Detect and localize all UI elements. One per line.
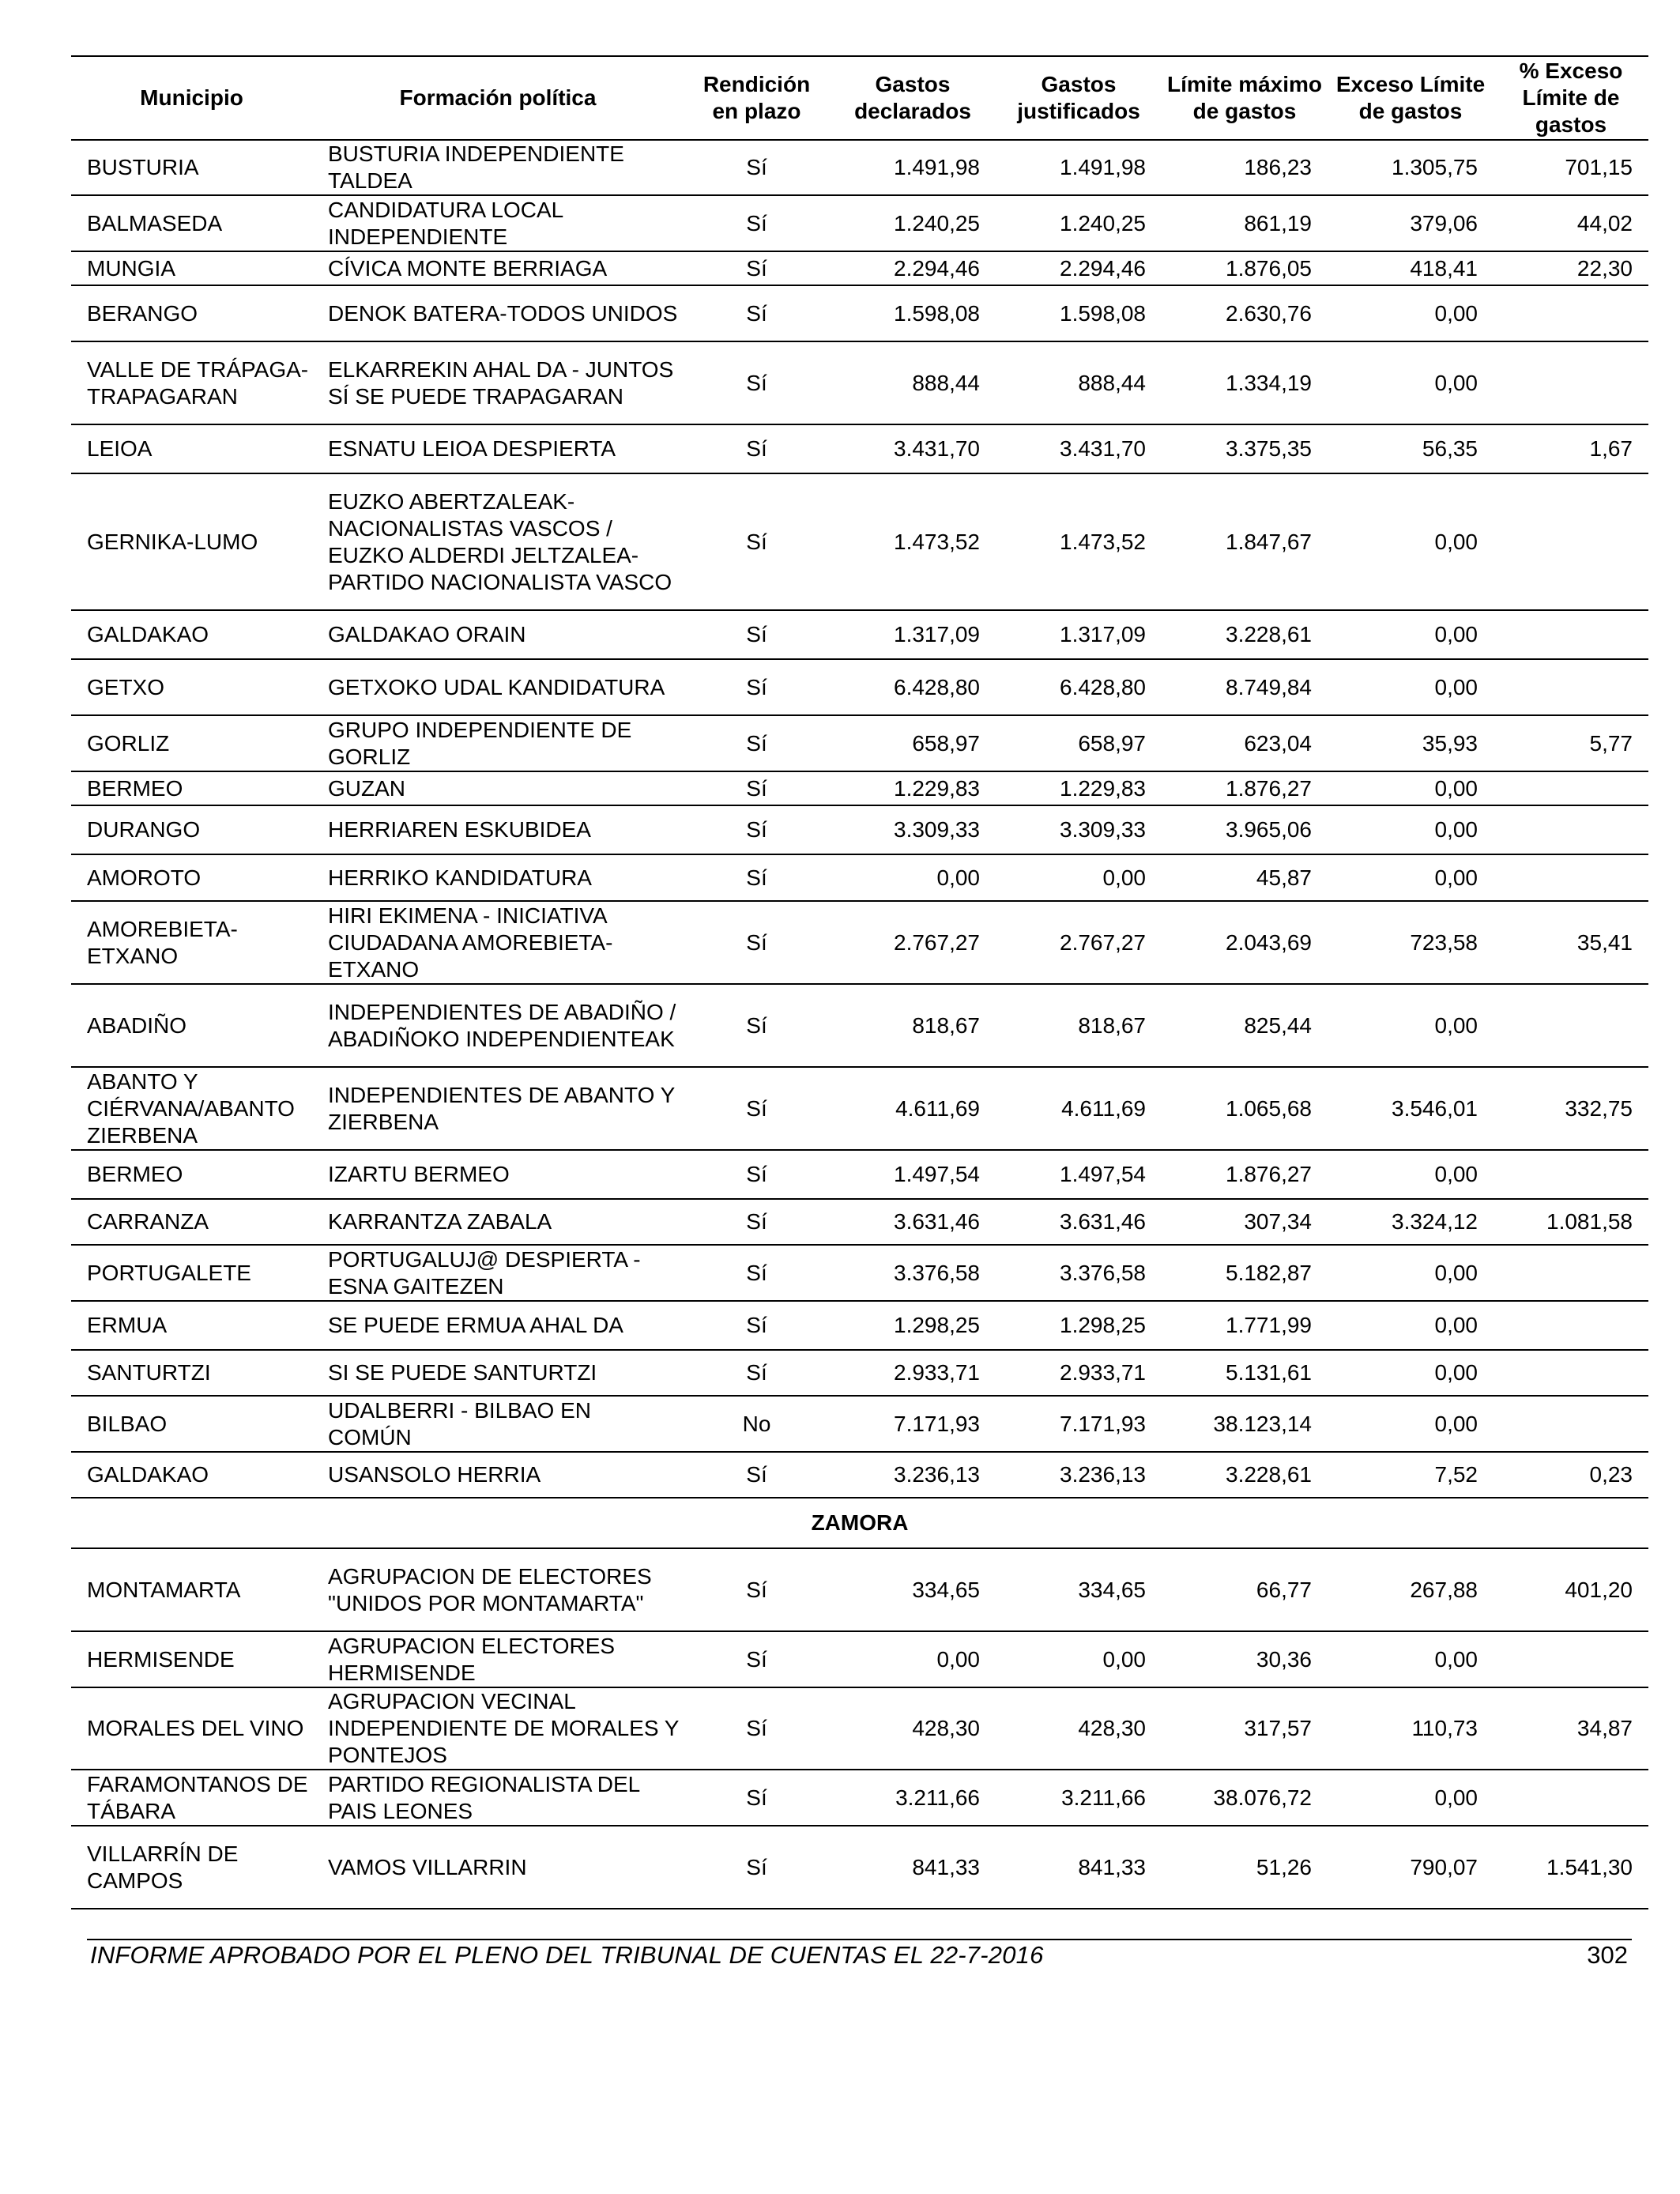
cell-gastos-declarados: 3.431,70: [830, 424, 996, 473]
footer-text: INFORME APROBADO POR EL PLENO DEL TRIBUNAL DE CUENTAS EL 22-7-2016: [90, 1941, 1044, 1969]
cell-gastos-declarados: 1.473,52: [830, 473, 996, 610]
cell-municipio: HERMISENDE: [71, 1631, 312, 1687]
cell-gastos-declarados: 1.229,83: [830, 771, 996, 805]
table-row: [71, 659, 1648, 715]
cell-formacion: DENOK BATERA-TODOS UNIDOS: [312, 285, 684, 341]
cell-exceso: 0,00: [1328, 984, 1494, 1067]
cell-municipio: GALDAKAO: [71, 610, 312, 659]
cell-pct-exceso: [1494, 341, 1648, 424]
cell-gastos-declarados: 1.298,25: [830, 1301, 996, 1350]
table-row: [71, 1301, 1648, 1350]
cell-municipio: GORLIZ: [71, 715, 312, 771]
cell-exceso: 0,00: [1328, 341, 1494, 424]
cell-gastos-declarados: 428,30: [830, 1687, 996, 1770]
cell-exceso: 0,00: [1328, 1396, 1494, 1452]
table-row: [71, 285, 1648, 341]
cell-rendicion: Sí: [684, 1826, 830, 1909]
cell-pct-exceso: 1,67: [1494, 424, 1648, 473]
cell-exceso: 0,00: [1328, 1245, 1494, 1301]
cell-limite: 3.965,06: [1162, 805, 1328, 854]
section-title: ZAMORA: [71, 1498, 1648, 1548]
table-row: [71, 984, 1648, 1067]
cell-pct-exceso: [1494, 1150, 1648, 1199]
cell-gastos-justificados: 2.767,27: [996, 901, 1162, 984]
cell-exceso: 3.324,12: [1328, 1199, 1494, 1245]
cell-rendicion: Sí: [684, 424, 830, 473]
table-row: [71, 1548, 1648, 1631]
cell-exceso: 0,00: [1328, 854, 1494, 901]
cell-limite: 5.131,61: [1162, 1350, 1328, 1396]
cell-rendicion: Sí: [684, 1199, 830, 1245]
cell-formacion: INDEPENDIENTES DE ABADIÑO / ABADIÑOKO INDEPENDIENTEAK: [312, 984, 684, 1067]
cell-gastos-declarados: 1.598,08: [830, 285, 996, 341]
table-row: [71, 1687, 1648, 1770]
cell-pct-exceso: 701,15: [1494, 140, 1648, 195]
cell-gastos-declarados: 1.497,54: [830, 1150, 996, 1199]
cell-limite: 3.375,35: [1162, 424, 1328, 473]
cell-limite: 1.876,27: [1162, 1150, 1328, 1199]
table-body: [71, 140, 1648, 1909]
cell-municipio: BERMEO: [71, 1150, 312, 1199]
cell-limite: 1.771,99: [1162, 1301, 1328, 1350]
header-gastos-justificados: Gastos justificados: [996, 56, 1162, 140]
table-row: [71, 1150, 1648, 1199]
cell-gastos-justificados: 1.491,98: [996, 140, 1162, 195]
cell-municipio: MONTAMARTA: [71, 1548, 312, 1631]
cell-gastos-declarados: 1.317,09: [830, 610, 996, 659]
cell-formacion: EUZKO ABERTZALEAK-NACIONALISTAS VASCOS / EUZKO ALDERDI JELTZALEA-PARTIDO NACIONALISTA VASCO: [312, 473, 684, 610]
table-header: [71, 56, 1648, 140]
cell-limite: 51,26: [1162, 1826, 1328, 1909]
cell-formacion: GETXOKO UDAL KANDIDATURA: [312, 659, 684, 715]
cell-municipio: CARRANZA: [71, 1199, 312, 1245]
table-row: [71, 251, 1648, 285]
footer-divider: [87, 1939, 1632, 1940]
cell-limite: 307,34: [1162, 1199, 1328, 1245]
cell-gastos-justificados: 428,30: [996, 1687, 1162, 1770]
cell-pct-exceso: [1494, 285, 1648, 341]
cell-gastos-declarados: 3.631,46: [830, 1199, 996, 1245]
cell-pct-exceso: [1494, 1245, 1648, 1301]
cell-rendicion: Sí: [684, 1301, 830, 1350]
table-row: [71, 805, 1648, 854]
cell-gastos-justificados: 658,97: [996, 715, 1162, 771]
cell-formacion: CANDIDATURA LOCAL INDEPENDIENTE: [312, 195, 684, 251]
cell-limite: 5.182,87: [1162, 1245, 1328, 1301]
cell-rendicion: Sí: [684, 1770, 830, 1826]
cell-formacion: SI SE PUEDE SANTURTZI: [312, 1350, 684, 1396]
cell-gastos-justificados: 3.376,58: [996, 1245, 1162, 1301]
table-row: [71, 195, 1648, 251]
cell-pct-exceso: [1494, 1301, 1648, 1350]
cell-rendicion: Sí: [684, 659, 830, 715]
cell-gastos-justificados: 3.431,70: [996, 424, 1162, 473]
cell-exceso: 3.546,01: [1328, 1067, 1494, 1150]
cell-pct-exceso: [1494, 1350, 1648, 1396]
cell-gastos-justificados: 6.428,80: [996, 659, 1162, 715]
cell-exceso: 0,00: [1328, 1770, 1494, 1826]
cell-pct-exceso: 401,20: [1494, 1548, 1648, 1631]
table-row: [71, 1067, 1648, 1150]
cell-municipio: GERNIKA-LUMO: [71, 473, 312, 610]
header-exceso: Exceso Límite de gastos: [1328, 56, 1494, 140]
cell-municipio: SANTURTZI: [71, 1350, 312, 1396]
cell-municipio: VALLE DE TRÁPAGA-TRAPAGARAN: [71, 341, 312, 424]
cell-gastos-justificados: 3.236,13: [996, 1452, 1162, 1498]
cell-rendicion: Sí: [684, 901, 830, 984]
cell-pct-exceso: [1494, 473, 1648, 610]
cell-pct-exceso: [1494, 1770, 1648, 1826]
table-row: [71, 1199, 1648, 1245]
table-row: [71, 1631, 1648, 1687]
cell-gastos-declarados: 2.767,27: [830, 901, 996, 984]
cell-exceso: 0,00: [1328, 805, 1494, 854]
cell-formacion: INDEPENDIENTES DE ABANTO Y ZIERBENA: [312, 1067, 684, 1150]
cell-exceso: 267,88: [1328, 1548, 1494, 1631]
cell-gastos-justificados: 2.294,46: [996, 251, 1162, 285]
cell-rendicion: Sí: [684, 1150, 830, 1199]
cell-municipio: PORTUGALETE: [71, 1245, 312, 1301]
cell-limite: 2.630,76: [1162, 285, 1328, 341]
table-row: [71, 140, 1648, 195]
cell-formacion: PORTUGALUJ@ DESPIERTA - ESNA GAITEZEN: [312, 1245, 684, 1301]
cell-pct-exceso: 34,87: [1494, 1687, 1648, 1770]
cell-municipio: AMOREBIETA-ETXANO: [71, 901, 312, 984]
cell-gastos-justificados: 841,33: [996, 1826, 1162, 1909]
cell-rendicion: Sí: [684, 473, 830, 610]
cell-exceso: 0,00: [1328, 285, 1494, 341]
cell-gastos-declarados: 3.376,58: [830, 1245, 996, 1301]
cell-municipio: FARAMONTANOS DE TÁBARA: [71, 1770, 312, 1826]
cell-formacion: HERRIAREN ESKUBIDEA: [312, 805, 684, 854]
table-row: [71, 1396, 1648, 1452]
cell-limite: 45,87: [1162, 854, 1328, 901]
cell-municipio: MORALES DEL VINO: [71, 1687, 312, 1770]
cell-formacion: ESNATU LEIOA DESPIERTA: [312, 424, 684, 473]
cell-pct-exceso: [1494, 659, 1648, 715]
cell-formacion: USANSOLO HERRIA: [312, 1452, 684, 1498]
cell-pct-exceso: [1494, 805, 1648, 854]
cell-rendicion: Sí: [684, 195, 830, 251]
cell-municipio: ABANTO Y CIÉRVANA/ABANTO ZIERBENA: [71, 1067, 312, 1150]
cell-gastos-justificados: 1.598,08: [996, 285, 1162, 341]
cell-formacion: GUZAN: [312, 771, 684, 805]
cell-pct-exceso: 44,02: [1494, 195, 1648, 251]
expense-table: [71, 55, 1648, 1909]
cell-pct-exceso: [1494, 854, 1648, 901]
cell-rendicion: Sí: [684, 1067, 830, 1150]
cell-municipio: AMOROTO: [71, 854, 312, 901]
cell-exceso: 418,41: [1328, 251, 1494, 285]
cell-limite: 1.847,67: [1162, 473, 1328, 610]
cell-limite: 1.334,19: [1162, 341, 1328, 424]
header-formacion: Formación política: [312, 56, 684, 140]
cell-pct-exceso: 22,30: [1494, 251, 1648, 285]
table-row: [71, 1452, 1648, 1498]
cell-rendicion: Sí: [684, 341, 830, 424]
cell-municipio: BILBAO: [71, 1396, 312, 1452]
cell-gastos-justificados: 4.611,69: [996, 1067, 1162, 1150]
cell-exceso: 790,07: [1328, 1826, 1494, 1909]
cell-formacion: GRUPO INDEPENDIENTE DE GORLIZ: [312, 715, 684, 771]
table-row: [71, 901, 1648, 984]
cell-pct-exceso: 35,41: [1494, 901, 1648, 984]
cell-limite: 186,23: [1162, 140, 1328, 195]
cell-gastos-justificados: 2.933,71: [996, 1350, 1162, 1396]
cell-formacion: GALDAKAO ORAIN: [312, 610, 684, 659]
cell-exceso: 0,00: [1328, 659, 1494, 715]
cell-rendicion: Sí: [684, 251, 830, 285]
cell-gastos-justificados: 818,67: [996, 984, 1162, 1067]
cell-rendicion: Sí: [684, 1350, 830, 1396]
cell-exceso: 379,06: [1328, 195, 1494, 251]
cell-formacion: SE PUEDE ERMUA AHAL DA: [312, 1301, 684, 1350]
cell-gastos-justificados: 3.631,46: [996, 1199, 1162, 1245]
cell-gastos-declarados: 0,00: [830, 1631, 996, 1687]
cell-limite: 3.228,61: [1162, 1452, 1328, 1498]
cell-exceso: 1.305,75: [1328, 140, 1494, 195]
cell-gastos-justificados: 1.473,52: [996, 473, 1162, 610]
cell-municipio: GETXO: [71, 659, 312, 715]
cell-pct-exceso: [1494, 610, 1648, 659]
cell-limite: 317,57: [1162, 1687, 1328, 1770]
cell-gastos-declarados: 7.171,93: [830, 1396, 996, 1452]
cell-limite: 1.876,27: [1162, 771, 1328, 805]
cell-gastos-declarados: 0,00: [830, 854, 996, 901]
cell-municipio: DURANGO: [71, 805, 312, 854]
cell-gastos-justificados: 0,00: [996, 854, 1162, 901]
cell-formacion: BUSTURIA INDEPENDIENTE TALDEA: [312, 140, 684, 195]
cell-limite: 30,36: [1162, 1631, 1328, 1687]
cell-exceso: 0,00: [1328, 1301, 1494, 1350]
cell-exceso: 0,00: [1328, 771, 1494, 805]
cell-rendicion: Sí: [684, 771, 830, 805]
cell-formacion: UDALBERRI - BILBAO EN COMÚN: [312, 1396, 684, 1452]
cell-formacion: PARTIDO REGIONALISTA DEL PAIS LEONES: [312, 1770, 684, 1826]
table-row: [71, 341, 1648, 424]
cell-rendicion: Sí: [684, 984, 830, 1067]
cell-pct-exceso: [1494, 1631, 1648, 1687]
cell-municipio: ABADIÑO: [71, 984, 312, 1067]
cell-limite: 861,19: [1162, 195, 1328, 251]
cell-gastos-justificados: 1.229,83: [996, 771, 1162, 805]
page-number: 302: [1587, 1941, 1628, 1969]
cell-municipio: BALMASEDA: [71, 195, 312, 251]
table-row: [71, 1350, 1648, 1396]
cell-formacion: VAMOS VILLARRIN: [312, 1826, 684, 1909]
cell-rendicion: Sí: [684, 1548, 830, 1631]
header-pct-exceso: % Exceso Límite de gastos: [1494, 56, 1648, 140]
cell-municipio: GALDAKAO: [71, 1452, 312, 1498]
cell-gastos-justificados: 334,65: [996, 1548, 1162, 1631]
header-gastos-declarados: Gastos declarados: [830, 56, 996, 140]
cell-municipio: ERMUA: [71, 1301, 312, 1350]
cell-formacion: ELKARREKIN AHAL DA - JUNTOS SÍ SE PUEDE TRAPAGARAN: [312, 341, 684, 424]
cell-formacion: HERRIKO KANDIDATURA: [312, 854, 684, 901]
cell-gastos-justificados: 1.240,25: [996, 195, 1162, 251]
cell-limite: 623,04: [1162, 715, 1328, 771]
cell-gastos-justificados: 0,00: [996, 1631, 1162, 1687]
cell-exceso: 0,00: [1328, 473, 1494, 610]
cell-limite: 1.876,05: [1162, 251, 1328, 285]
cell-rendicion: Sí: [684, 1245, 830, 1301]
cell-exceso: 723,58: [1328, 901, 1494, 984]
cell-gastos-declarados: 3.236,13: [830, 1452, 996, 1498]
header-limite: Límite máximo de gastos: [1162, 56, 1328, 140]
cell-pct-exceso: 1.541,30: [1494, 1826, 1648, 1909]
cell-formacion: CÍVICA MONTE BERRIAGA: [312, 251, 684, 285]
cell-formacion: AGRUPACION DE ELECTORES "UNIDOS POR MONTAMARTA": [312, 1548, 684, 1631]
cell-limite: 8.749,84: [1162, 659, 1328, 715]
cell-exceso: 0,00: [1328, 610, 1494, 659]
cell-municipio: BERANGO: [71, 285, 312, 341]
cell-rendicion: Sí: [684, 1452, 830, 1498]
section-row: [71, 1498, 1648, 1548]
cell-limite: 2.043,69: [1162, 901, 1328, 984]
cell-pct-exceso: 5,77: [1494, 715, 1648, 771]
cell-municipio: BUSTURIA: [71, 140, 312, 195]
cell-formacion: IZARTU BERMEO: [312, 1150, 684, 1199]
cell-gastos-justificados: 7.171,93: [996, 1396, 1162, 1452]
cell-rendicion: Sí: [684, 805, 830, 854]
table-row: [71, 424, 1648, 473]
cell-gastos-justificados: 1.317,09: [996, 610, 1162, 659]
table-row: [71, 854, 1648, 901]
cell-limite: 38.123,14: [1162, 1396, 1328, 1452]
table-row: [71, 1245, 1648, 1301]
cell-exceso: 56,35: [1328, 424, 1494, 473]
table-row: [71, 715, 1648, 771]
cell-limite: 38.076,72: [1162, 1770, 1328, 1826]
cell-formacion: AGRUPACION ELECTORES HERMISENDE: [312, 1631, 684, 1687]
cell-formacion: HIRI EKIMENA - INICIATIVA CIUDADANA AMOREBIETA-ETXANO: [312, 901, 684, 984]
cell-gastos-declarados: 1.240,25: [830, 195, 996, 251]
header-rendicion: Rendición en plazo: [684, 56, 830, 140]
cell-pct-exceso: [1494, 984, 1648, 1067]
table-row: [71, 1770, 1648, 1826]
cell-rendicion: No: [684, 1396, 830, 1452]
cell-gastos-declarados: 2.294,46: [830, 251, 996, 285]
cell-gastos-justificados: 888,44: [996, 341, 1162, 424]
cell-formacion: AGRUPACION VECINAL INDEPENDIENTE DE MORALES Y PONTEJOS: [312, 1687, 684, 1770]
cell-municipio: MUNGIA: [71, 251, 312, 285]
table-row: [71, 610, 1648, 659]
cell-exceso: 7,52: [1328, 1452, 1494, 1498]
cell-gastos-declarados: 658,97: [830, 715, 996, 771]
cell-gastos-justificados: 3.211,66: [996, 1770, 1162, 1826]
cell-limite: 825,44: [1162, 984, 1328, 1067]
cell-exceso: 0,00: [1328, 1631, 1494, 1687]
cell-exceso: 35,93: [1328, 715, 1494, 771]
cell-rendicion: Sí: [684, 285, 830, 341]
cell-limite: 66,77: [1162, 1548, 1328, 1631]
cell-gastos-justificados: 3.309,33: [996, 805, 1162, 854]
cell-pct-exceso: 332,75: [1494, 1067, 1648, 1150]
cell-rendicion: Sí: [684, 715, 830, 771]
cell-gastos-declarados: 888,44: [830, 341, 996, 424]
cell-rendicion: Sí: [684, 854, 830, 901]
cell-rendicion: Sí: [684, 140, 830, 195]
cell-rendicion: Sí: [684, 610, 830, 659]
cell-exceso: 110,73: [1328, 1687, 1494, 1770]
cell-exceso: 0,00: [1328, 1150, 1494, 1199]
cell-pct-exceso: [1494, 771, 1648, 805]
cell-pct-exceso: [1494, 1396, 1648, 1452]
cell-municipio: VILLARRÍN DE CAMPOS: [71, 1826, 312, 1909]
cell-gastos-declarados: 3.211,66: [830, 1770, 996, 1826]
cell-gastos-declarados: 4.611,69: [830, 1067, 996, 1150]
cell-gastos-declarados: 841,33: [830, 1826, 996, 1909]
cell-gastos-justificados: 1.298,25: [996, 1301, 1162, 1350]
cell-gastos-declarados: 818,67: [830, 984, 996, 1067]
cell-gastos-declarados: 3.309,33: [830, 805, 996, 854]
cell-rendicion: Sí: [684, 1687, 830, 1770]
cell-municipio: LEIOA: [71, 424, 312, 473]
cell-gastos-justificados: 1.497,54: [996, 1150, 1162, 1199]
cell-municipio: BERMEO: [71, 771, 312, 805]
cell-gastos-declarados: 1.491,98: [830, 140, 996, 195]
cell-gastos-declarados: 2.933,71: [830, 1350, 996, 1396]
cell-formacion: KARRANTZA ZABALA: [312, 1199, 684, 1245]
table-row: [71, 1826, 1648, 1909]
cell-exceso: 0,00: [1328, 1350, 1494, 1396]
cell-rendicion: Sí: [684, 1631, 830, 1687]
cell-limite: 3.228,61: [1162, 610, 1328, 659]
cell-pct-exceso: 0,23: [1494, 1452, 1648, 1498]
header-municipio: Municipio: [71, 56, 312, 140]
cell-pct-exceso: 1.081,58: [1494, 1199, 1648, 1245]
table-row: [71, 771, 1648, 805]
cell-limite: 1.065,68: [1162, 1067, 1328, 1150]
cell-gastos-declarados: 6.428,80: [830, 659, 996, 715]
table-row: [71, 473, 1648, 610]
cell-gastos-declarados: 334,65: [830, 1548, 996, 1631]
